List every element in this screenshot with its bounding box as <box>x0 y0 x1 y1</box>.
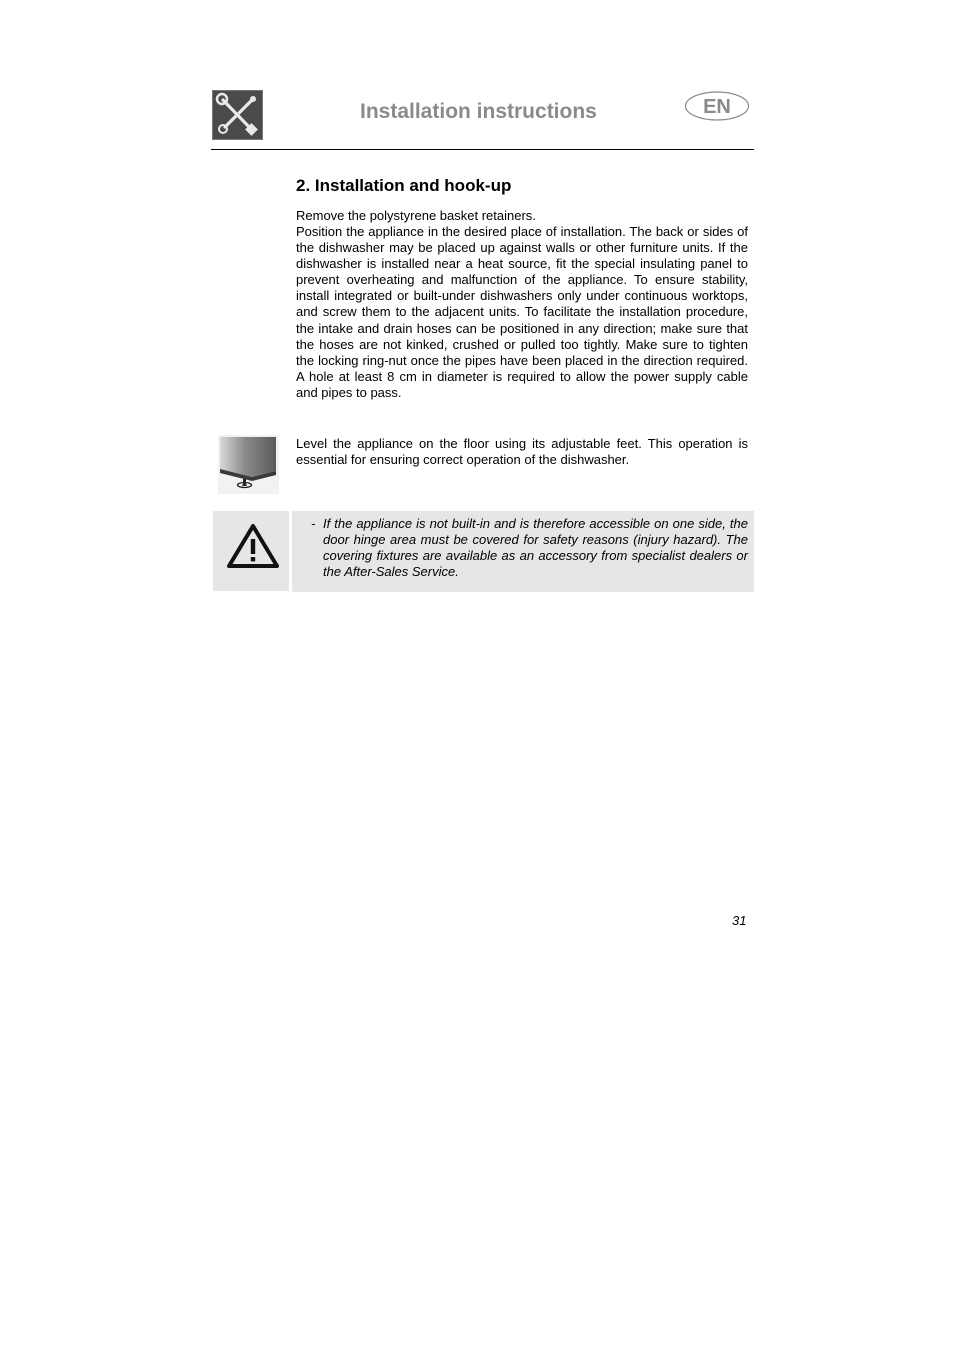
page-number: 31 <box>732 913 747 928</box>
language-badge-label: EN <box>703 96 731 118</box>
paragraph-remove-retainers: Remove the polystyrene basket retainers. <box>296 208 536 223</box>
paragraph-positioning: Position the appliance in the desired place of installation. The back or sides of the dishwasher may be placed up against walls or other furniture units. If the dishwasher is installed near a heat source, fit the special insulating panel to prevent overheating and malfunction of the appliance. To ensure stability, install integrated or built-under dishwashers only under continuous worktops, and screw them to the adjacent units. To facilitate the installation procedure, the intake and drain hoses can be positioned in any direction; make sure that the hoses are not kinked, crushed or pulled too tightly. Make sure to tighten the locking ring-nut once the pipes have been placed in the direction required. A hole at least 8 cm in diameter is required to allow the power supply cable and pipes to pass. <box>296 224 748 400</box>
section-title: 2. Installation and hook-up <box>296 176 512 195</box>
warning-triangle-icon <box>213 511 289 591</box>
warning-text: If the appliance is not built-in and is therefore accessible on one side, the door hinge area must be covered for safety reasons (injury hazard). The covering fixtures are available as an accessory from specialist dealers or the After-Sales Service. <box>323 516 748 580</box>
language-badge <box>684 90 750 122</box>
paragraph-leveling: Level the appliance on the floor using its adjustable feet. This operation is essential for ensuring correct operation of the dishwasher. <box>296 436 748 468</box>
wrench-screwdriver-icon <box>212 90 263 140</box>
page-title: Installation instructions <box>360 100 597 123</box>
warning-icon-panel <box>213 511 289 591</box>
warning-bullet: - <box>311 516 316 531</box>
header-divider <box>211 149 754 150</box>
adjustable-foot-illustration <box>218 435 279 494</box>
